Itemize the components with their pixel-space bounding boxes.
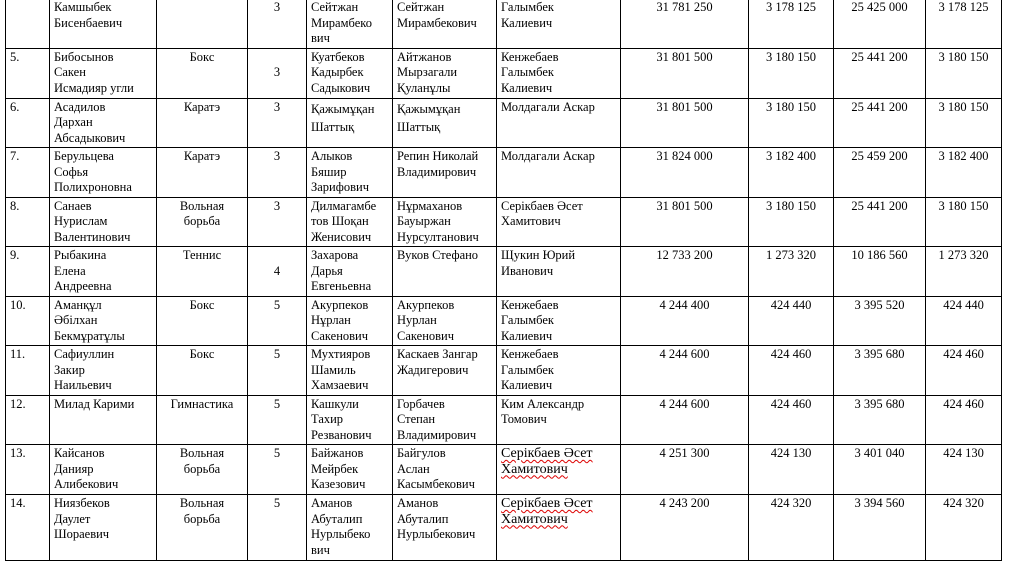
sport-cell: Вольная борьба: [157, 495, 248, 561]
amount-cell: 4 244 600: [621, 346, 749, 396]
sport-cell: Бокс: [157, 48, 248, 98]
coach-cell: Кенжебаев Галымбек Калиевич: [497, 346, 621, 396]
athlete-payment-table: [5, 0, 1002, 561]
category-cell: 3: [248, 0, 307, 48]
sport-cell: Каратэ: [157, 98, 248, 148]
category-cell: 5: [248, 346, 307, 396]
row-number-cell: 8.: [6, 197, 50, 247]
coach-cell: Молдагали Аскар: [497, 148, 621, 198]
coach-cell: Аманов Абуталип Нурлыбекович: [393, 495, 497, 561]
athlete-name-cell: Камшыбек Бисенбаевич: [50, 0, 157, 48]
row-number-cell: 11.: [6, 346, 50, 396]
category-cell: 3: [248, 98, 307, 148]
coach-cell: Қажымұқан Шаттық: [393, 98, 497, 148]
row-number-cell: [6, 0, 50, 48]
coach-cell: Молдагали Аскар: [497, 98, 621, 148]
amount-cell: 3 395 680: [834, 395, 926, 445]
sport-cell: Каратэ: [157, 148, 248, 198]
row-number-cell: 9.: [6, 247, 50, 297]
table-row: [6, 0, 1002, 48]
amount-cell: 424 460: [749, 346, 834, 396]
category-cell: 4: [248, 247, 307, 297]
coach-cell: Щукин Юрий Иванович: [497, 247, 621, 297]
coach-cell: Дилмагамбе тов Шоқан Женисович: [307, 197, 393, 247]
category-cell: 3: [248, 197, 307, 247]
amount-cell: 3 180 150: [926, 98, 1002, 148]
coach-cell: Серікбаев Әсет Хамитович: [497, 495, 621, 561]
amount-cell: 424 460: [749, 395, 834, 445]
category-cell: 3: [248, 48, 307, 98]
athlete-name-cell: Сафиуллин Закир Наильевич: [50, 346, 157, 396]
amount-cell: 3 182 400: [749, 148, 834, 198]
amount-cell: 31 801 500: [621, 197, 749, 247]
table-row: [6, 48, 1002, 98]
amount-cell: 31 781 250: [621, 0, 749, 48]
amount-cell: 424 460: [926, 346, 1002, 396]
page-right-margin: [1007, 0, 1014, 540]
amount-cell: 25 425 000: [834, 0, 926, 48]
amount-cell: 3 180 150: [749, 98, 834, 148]
amount-cell: 25 459 200: [834, 148, 926, 198]
amount-cell: 1 273 320: [926, 247, 1002, 297]
amount-cell: 3 180 150: [926, 197, 1002, 247]
table-row: [6, 247, 1002, 297]
coach-cell: Сейтжан Мирамбеко вич: [307, 0, 393, 48]
amount-cell: 3 395 520: [834, 296, 926, 346]
amount-cell: 10 186 560: [834, 247, 926, 297]
sport-cell: Вольная борьба: [157, 445, 248, 495]
amount-cell: 424 440: [749, 296, 834, 346]
coach-cell: Сейтжан Мирамбекович: [393, 0, 497, 48]
row-number-cell: 5.: [6, 48, 50, 98]
row-number-cell: 14.: [6, 495, 50, 561]
coach-cell: Мухтияров Шамиль Хамзаевич: [307, 346, 393, 396]
athlete-name-cell: Рыбакина Елена Андреевна: [50, 247, 157, 297]
athlete-name-cell: Милад Карими: [50, 395, 157, 445]
coach-cell: Қажымұқан Шаттық: [307, 98, 393, 148]
coach-cell: Кенжебаев Галымбек Калиевич: [497, 296, 621, 346]
amount-cell: 3 178 125: [749, 0, 834, 48]
coach-cell: Галымбек Калиевич: [497, 0, 621, 48]
coach-cell: Захарова Дарья Евгеньевна: [307, 247, 393, 297]
row-number-cell: 13.: [6, 445, 50, 495]
table-row: [6, 296, 1002, 346]
table-row: [6, 445, 1002, 495]
coach-cell: Серікбаев Әсет Хамитович: [497, 445, 621, 495]
amount-cell: 3 178 125: [926, 0, 1002, 48]
coach-cell: Алыков Бяшир Зарифович: [307, 148, 393, 198]
athlete-name-cell: Берульцева Софья Полихроновна: [50, 148, 157, 198]
amount-cell: 25 441 200: [834, 98, 926, 148]
category-cell: 5: [248, 296, 307, 346]
coach-cell: Аманов Абуталип Нурлыбеко вич: [307, 495, 393, 561]
coach-cell: Каскаев Зангар Жадигерович: [393, 346, 497, 396]
row-number-cell: 6.: [6, 98, 50, 148]
amount-cell: 31 801 500: [621, 98, 749, 148]
amount-cell: 25 441 200: [834, 48, 926, 98]
coach-cell: Ким Александр Томович: [497, 395, 621, 445]
sport-cell: Бокс: [157, 346, 248, 396]
amount-cell: 424 130: [926, 445, 1002, 495]
amount-cell: 3 401 040: [834, 445, 926, 495]
table-row: [6, 98, 1002, 148]
athlete-name-cell: Асадилов Дархан Абсадыкович: [50, 98, 157, 148]
category-cell: 5: [248, 445, 307, 495]
amount-cell: 424 440: [926, 296, 1002, 346]
amount-cell: 3 182 400: [926, 148, 1002, 198]
amount-cell: 3 394 560: [834, 495, 926, 561]
coach-cell: Вуков Стефано: [393, 247, 497, 297]
athlete-name-cell: Ниязбеков Даулет Шораевич: [50, 495, 157, 561]
coach-cell: Байжанов Мейрбек Казезович: [307, 445, 393, 495]
coach-cell: Репин Николай Владимирович: [393, 148, 497, 198]
amount-cell: 4 243 200: [621, 495, 749, 561]
sport-cell: Бокс: [157, 296, 248, 346]
table-row: [6, 148, 1002, 198]
category-cell: 5: [248, 495, 307, 561]
coach-cell: Акурпеков Нұрлан Сакенович: [307, 296, 393, 346]
sport-cell: Гимнастика: [157, 395, 248, 445]
coach-cell: Акурпеков Нурлан Сакенович: [393, 296, 497, 346]
amount-cell: 3 180 150: [749, 48, 834, 98]
coach-cell: Куатбеков Кадырбек Садыкович: [307, 48, 393, 98]
amount-cell: 31 824 000: [621, 148, 749, 198]
sport-cell: [157, 0, 248, 48]
coach-cell: Айтжанов Мырзагали Қуланұлы: [393, 48, 497, 98]
amount-cell: 4 251 300: [621, 445, 749, 495]
athlete-name-cell: Кайсанов Данияр Алибекович: [50, 445, 157, 495]
row-number-cell: 10.: [6, 296, 50, 346]
coach-cell: Нұрмаханов Бауыржан Нурсултанович: [393, 197, 497, 247]
amount-cell: 4 244 400: [621, 296, 749, 346]
amount-cell: 424 320: [926, 495, 1002, 561]
coach-cell: Горбачев Степан Владимирович: [393, 395, 497, 445]
coach-cell: Кенжебаев Галымбек Калиевич: [497, 48, 621, 98]
coach-cell: Серікбаев Әсет Хамитович: [497, 197, 621, 247]
amount-cell: 4 244 600: [621, 395, 749, 445]
athlete-name-cell: Бибосынов Сакен Исмадияр угли: [50, 48, 157, 98]
amount-cell: 3 180 150: [749, 197, 834, 247]
table-row: [6, 197, 1002, 247]
coach-cell: Кашкули Тахир Резванович: [307, 395, 393, 445]
table-row: [6, 395, 1002, 445]
amount-cell: 424 130: [749, 445, 834, 495]
amount-cell: 424 320: [749, 495, 834, 561]
amount-cell: 25 441 200: [834, 197, 926, 247]
athlete-name-cell: Аманқұл Әбілхан Бекмұратұлы: [50, 296, 157, 346]
row-number-cell: 12.: [6, 395, 50, 445]
amount-cell: 31 801 500: [621, 48, 749, 98]
amount-cell: 424 460: [926, 395, 1002, 445]
sport-cell: Теннис: [157, 247, 248, 297]
category-cell: 3: [248, 148, 307, 198]
amount-cell: 1 273 320: [749, 247, 834, 297]
amount-cell: 3 180 150: [926, 48, 1002, 98]
table-row: [6, 346, 1002, 396]
table-row: [6, 495, 1002, 561]
athlete-name-cell: Санаев Нурислам Валентинович: [50, 197, 157, 247]
amount-cell: 3 395 680: [834, 346, 926, 396]
sport-cell: Вольная борьба: [157, 197, 248, 247]
row-number-cell: 7.: [6, 148, 50, 198]
coach-cell: Байгулов Аслан Касымбекович: [393, 445, 497, 495]
amount-cell: 12 733 200: [621, 247, 749, 297]
category-cell: 5: [248, 395, 307, 445]
